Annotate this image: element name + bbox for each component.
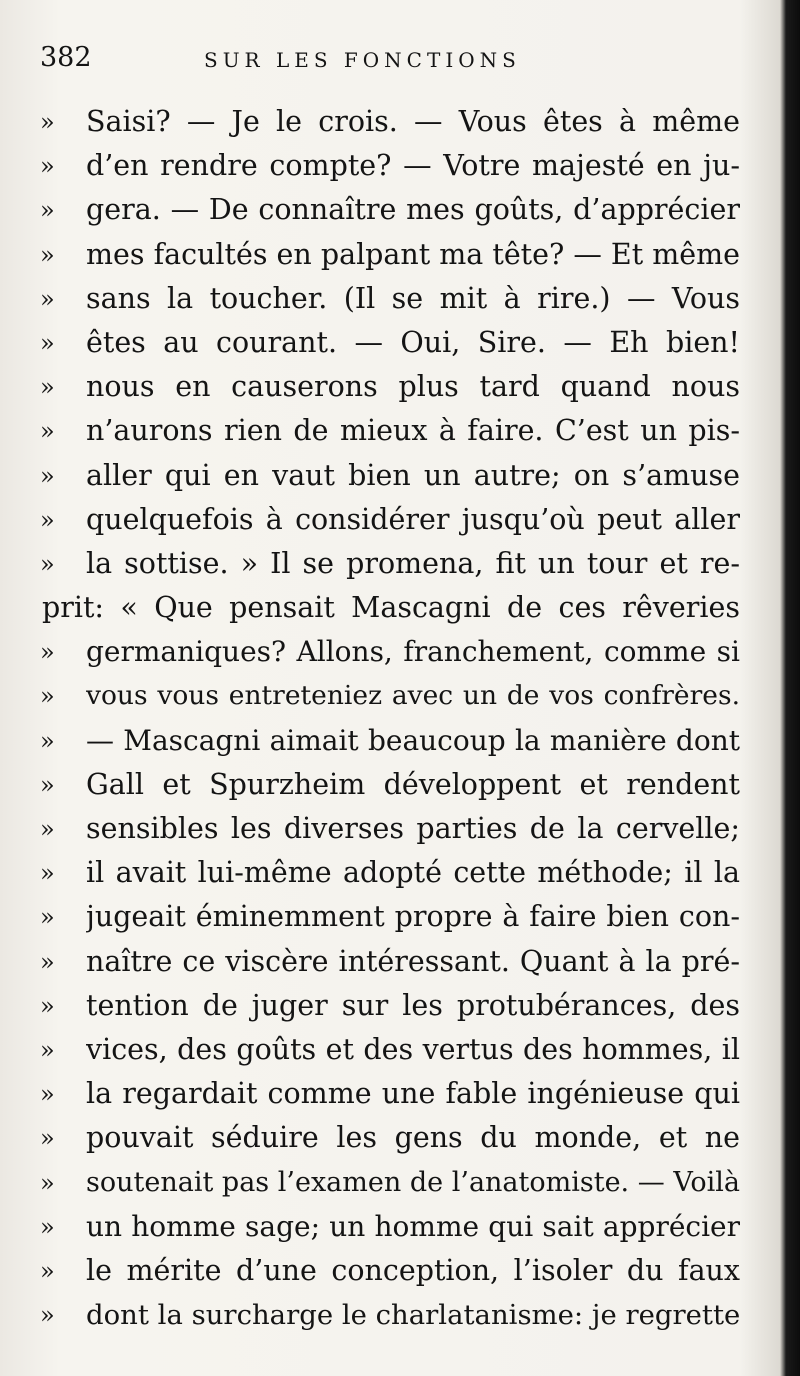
text-line xyxy=(40,851,740,895)
line-text: jugeait éminemment propre à faire bien con- xyxy=(86,900,740,934)
text-line xyxy=(40,365,740,409)
line-quote-mark: » xyxy=(40,682,55,711)
running-head: SUR LES FONCTIONS xyxy=(204,48,521,72)
text-line xyxy=(40,1205,740,1249)
line-quote-mark: » xyxy=(40,638,55,667)
text-line xyxy=(40,188,740,232)
line-quote-mark: » xyxy=(40,152,55,181)
text-line xyxy=(40,321,740,365)
line-quote-mark: » xyxy=(40,373,55,402)
line-text: n’aurons rien de mieux à faire. C’est un pis- xyxy=(86,414,740,448)
text-line xyxy=(40,454,740,498)
line-quote-mark: » xyxy=(40,1212,55,1241)
line-text: êtes au courant. — Oui, Sire. — Eh bien! xyxy=(86,325,740,359)
line-quote-mark: » xyxy=(40,1080,55,1109)
line-text: pouvait séduire les gens du monde, et ne xyxy=(86,1121,740,1155)
text-line xyxy=(40,940,740,984)
text-line xyxy=(40,763,740,807)
line-text: Saisi? — Je le crois. — Vous êtes à même xyxy=(86,105,740,138)
line-text: — Mascagni aimait beaucoup la manière dont xyxy=(86,723,740,757)
line-quote-mark: » xyxy=(40,1301,55,1330)
line-quote-mark: » xyxy=(40,461,55,490)
line-quote-mark: » xyxy=(40,328,55,357)
text-line xyxy=(40,674,740,718)
text-line xyxy=(40,1293,740,1337)
line-text: dont la surcharge le charlatanisme: je regrette xyxy=(86,1299,740,1332)
line-quote-mark: » xyxy=(40,1035,55,1064)
text-line xyxy=(40,984,740,1028)
line-text: vous vous entreteniez avec un de vos confrères. xyxy=(86,680,740,712)
line-text: germaniques? Allons, franchement, comme si xyxy=(86,635,740,669)
line-quote-mark: » xyxy=(40,1124,55,1153)
line-text: il avait lui-même adopté cette méthode; il la xyxy=(86,856,740,890)
line-quote-mark: » xyxy=(40,815,55,843)
text-line xyxy=(40,409,740,453)
line-quote-mark: » xyxy=(40,417,55,446)
line-quote-mark: » xyxy=(40,770,55,799)
line-quote-mark: » xyxy=(40,947,55,976)
line-quote-mark: » xyxy=(40,196,55,225)
line-quote-mark: » xyxy=(40,549,55,578)
line-text: d’en rendre compte? — Votre majesté en ju- xyxy=(86,149,740,183)
line-text: soutenait pas l’examen de l’anatomiste. — Voilà xyxy=(86,1166,740,1198)
text-line xyxy=(40,498,740,542)
line-text: un homme sage; un homme qui sait apprécier xyxy=(86,1209,740,1243)
text-line xyxy=(40,895,740,939)
text-line xyxy=(40,144,740,188)
line-text: gera. — De connaître mes goûts, d’apprécier xyxy=(86,193,740,227)
text-line xyxy=(40,1028,740,1072)
line-text: sans la toucher. (Il se mit à rire.) — Vous xyxy=(86,281,740,315)
line-text: le mérite d’une conception, l’isoler du faux xyxy=(86,1253,740,1287)
text-line xyxy=(40,630,740,674)
line-text: aller qui en vaut bien un autre; on s’amuse xyxy=(86,458,740,492)
line-quote-mark: » xyxy=(40,903,55,932)
text-line xyxy=(40,586,740,630)
text-line xyxy=(40,807,740,851)
line-quote-mark: » xyxy=(40,240,55,269)
page-number: 382 xyxy=(40,42,92,73)
line-quote-mark: » xyxy=(40,505,55,534)
line-quote-mark: » xyxy=(40,726,55,755)
line-text: tention de juger sur les protubérances, des xyxy=(86,988,740,1022)
text-line xyxy=(40,1161,740,1205)
text-line xyxy=(40,233,740,277)
line-quote-mark: » xyxy=(40,1168,55,1197)
line-text: nous en causerons plus tard quand nous xyxy=(86,370,740,404)
text-line xyxy=(40,1072,740,1116)
line-quote-mark: » xyxy=(40,1256,55,1285)
line-text: sensibles les diverses parties de la cervelle; xyxy=(86,812,740,845)
line-quote-mark: » xyxy=(40,859,55,888)
line-text: quelquefois à considérer jusqu’où peut aller xyxy=(86,502,740,536)
text-line xyxy=(40,100,740,144)
line-text: la regardait comme une fable ingénieuse qui xyxy=(86,1077,740,1111)
line-quote-mark: » xyxy=(40,108,55,136)
text-line xyxy=(40,719,740,763)
body-text xyxy=(40,100,740,1337)
line-text: la sottise. » Il se promena, fit un tour et re- xyxy=(86,546,740,580)
text-line xyxy=(40,1116,740,1160)
text-line xyxy=(40,277,740,321)
line-text: prit: « Que pensait Mascagni de ces rêveries xyxy=(42,591,740,625)
line-text: Gall et Spurzheim développent et rendent xyxy=(86,767,740,801)
line-quote-mark: » xyxy=(40,991,55,1020)
line-text: mes facultés en palpant ma tête? — Et même xyxy=(86,237,740,271)
text-line xyxy=(40,542,740,586)
page-header xyxy=(36,38,756,78)
text-line xyxy=(40,1249,740,1293)
line-quote-mark: » xyxy=(40,284,55,313)
line-text: vices, des goûts et des vertus des hommes, il xyxy=(86,1032,740,1066)
line-text: naître ce viscère intéressant. Quant à la pré- xyxy=(86,944,740,978)
